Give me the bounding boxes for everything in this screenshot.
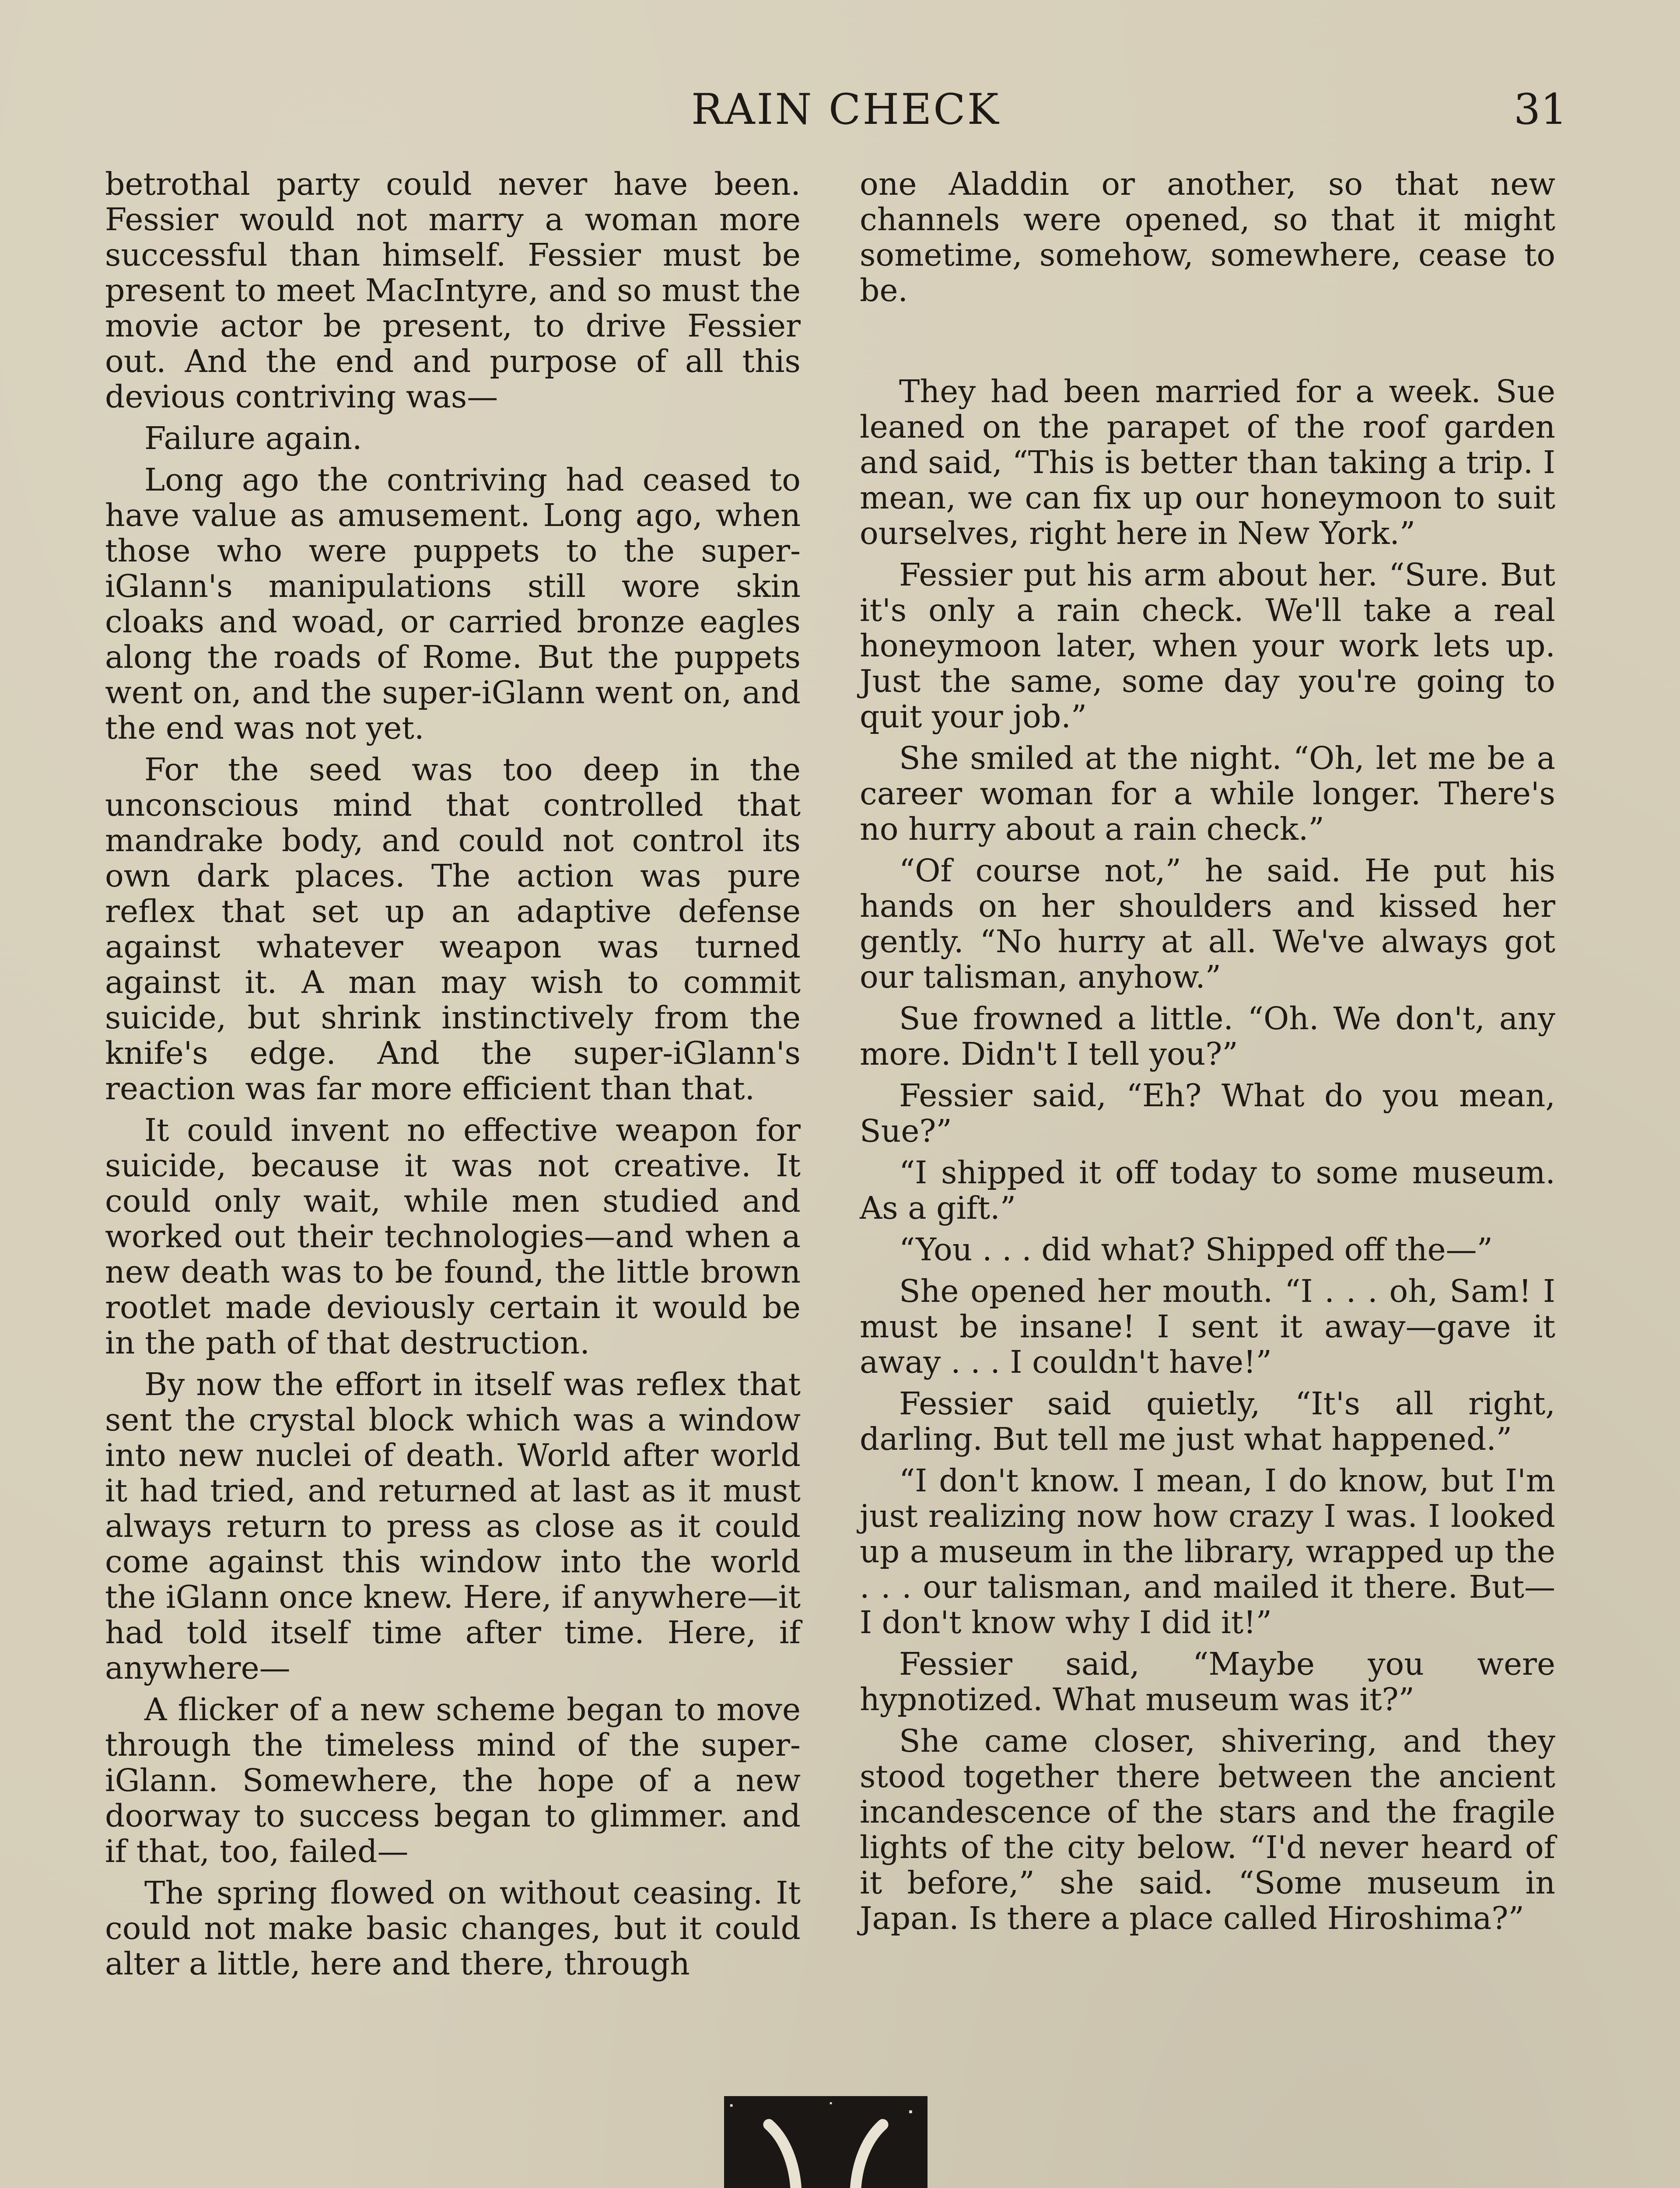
paragraph: betrothal party could never have been. Fessier would not marry a woman more successful than himself. Fessier must be present to meet MacIntyre, and so must the movie actor be present, to drive Fessier out. And the end and purpose of all this devious contriving was—: [105, 166, 801, 415]
paragraph: Failure again.: [144, 420, 362, 456]
pisces-symbol-icon: [724, 2096, 928, 2188]
paragraph: “You . . . did what? Shipped off the—”: [899, 1231, 1493, 1268]
paragraph: A flicker of a new scheme began to move through the timeless mind of the super-iGlann. Somewhere, the hope of a new doorway to success began to glimmer. and if that, too, failed—: [105, 1691, 801, 1869]
right-text-column: [860, 166, 1555, 1942]
paragraph: They had been married for a week. Sue leaned on the parapet of the roof garden and said, “This is better than taking a trip. I mean, we can fix up our honeymoon to suit ourselves, right here in New York.”: [860, 373, 1555, 551]
paragraph: Long ago the contriving had ceased to have value as amusement. Long ago, when those who were puppets to the super-iGlann's manipulations still wore skin cloaks and woad, or carried bronze eagles along the roads of Rome. But the puppets went on, and the super-iGlann went on, and the end was not yet.: [105, 462, 801, 746]
paragraph: “I shipped it off today to some museum. As a gift.”: [860, 1154, 1555, 1226]
running-header: [0, 83, 1680, 136]
page-number: 31: [1514, 85, 1568, 134]
left-text-column: [105, 166, 801, 1988]
paragraph: Fessier said, “Maybe you were hypnotized. What museum was it?”: [860, 1646, 1555, 1718]
paragraph: She smiled at the night. “Oh, let me be a career woman for a while longer. There's no hurry about a rain check.”: [860, 740, 1555, 847]
paragraph: She came closer, shivering, and they stood together there between the ancient incandescence of the stars and the fragile lights of the city below. “I'd never heard of it before,” she said. “Some museum in Japan. Is there a place called Hiroshima?”: [860, 1723, 1555, 1936]
paragraph: “I don't know. I mean, I do know, but I'm just realizing now how crazy I was. I looked up a museum in the library, wrapped up the . . . our talisman, and mailed it there. But—I don't know why I did it!”: [860, 1462, 1555, 1641]
paragraph: She opened her mouth. “I . . . oh, Sam! I must be insane! I sent it away—gave it away . . . I couldn't have!”: [860, 1273, 1555, 1380]
paragraph: The spring flowed on without ceasing. It could not make basic changes, but it could alter a little, here and there, through: [105, 1875, 801, 1982]
paragraph: one Aladdin or another, so that new channels were opened, so that it might sometime, somehow, somewhere, cease to be.: [860, 166, 1555, 309]
paragraph: It could invent no effective weapon for suicide, because it was not creative. It could only wait, while men studied and worked out their technologies—and when a new death was to be found, the little brown rootlet made deviously certain it would be in the path of that destruction.: [105, 1112, 801, 1361]
paragraph: Fessier said quietly, “It's all right, darling. But tell me just what happened.”: [860, 1385, 1555, 1457]
paragraph: By now the effort in itself was reflex that sent the crystal block which was a window into new nuclei of death. World after world it had tried, and returned at last as it must always return to press as close as it could come against this window into the world the iGlann once knew. Here, if anywhere—it had told itself time after time. Here, if anywhere—: [105, 1366, 801, 1686]
paragraph: Fessier said, “Eh? What do you mean, Sue?”: [860, 1077, 1555, 1149]
running-title: RAIN CHECK: [691, 85, 1001, 134]
paragraph: Sue frowned a little. “Oh. We don't, any more. Didn't I tell you?”: [860, 1000, 1555, 1072]
paragraph: “Of course not,” he said. He put his hands on her shoulders and kissed her gently. “No hurry at all. We've always got our talisman, anyhow.”: [860, 852, 1555, 995]
paragraph: For the seed was too deep in the unconscious mind that controlled that mandrake body, and could not control its own dark places. The action was pure reflex that set up an adaptive defense against whatever weapon was turned against it. A man may wish to commit suicide, but shrink instinctively from the knife's edge. And the super-iGlann's reaction was far more efficient than that.: [105, 751, 801, 1107]
paragraph: Fessier put his arm about her. “Sure. But it's only a rain check. We'll take a real honeymoon later, when your work lets up. Just the same, some day you're going to quit your job.”: [860, 557, 1555, 735]
